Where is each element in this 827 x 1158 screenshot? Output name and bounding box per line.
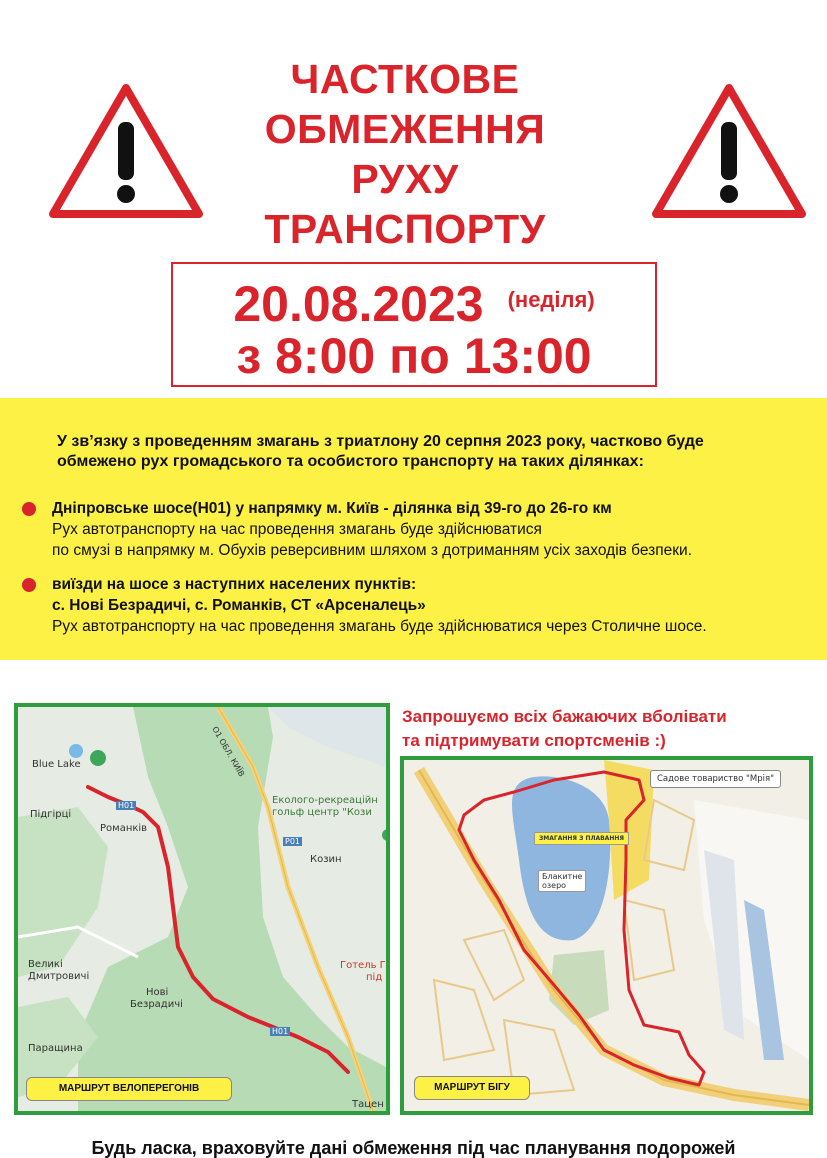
map-label: Романків <box>100 823 148 834</box>
map-label <box>538 870 586 892</box>
run-route-map <box>400 756 813 1115</box>
map-label: Готель Г <box>340 960 386 971</box>
support-line: Запрошуємо всіх бажаючих вболівати <box>402 707 727 726</box>
notice-intro <box>57 432 817 472</box>
lake-label: озеро <box>542 881 567 890</box>
event-weekday: (неділя) <box>507 287 595 312</box>
map-label: Козин <box>310 854 342 865</box>
restriction-text: Рух автотранспорту на час проведення змагань буде здійснюватися <box>52 521 542 538</box>
restriction-item <box>52 498 822 561</box>
page-title <box>200 54 610 254</box>
map-label: Еколого-рекреаційн <box>272 795 378 806</box>
road-sign: Н01 <box>118 801 135 810</box>
support-line: та підтримувати спортсменів :) <box>402 731 666 750</box>
map-label: під <box>366 972 383 983</box>
intro-line: У зв’язку з проведенням змагань з триатлону 20 серпня 2023 року, частково буде <box>57 433 704 450</box>
map-label: Підгірці <box>30 809 72 820</box>
map-label: О1 ОБЛ. КИЇВ <box>210 725 247 779</box>
title-line: РУХУ <box>351 156 459 202</box>
map-label: Тацен <box>352 1099 384 1110</box>
restriction-title: виїзди на шосе з наступних населених пунктів: <box>52 576 417 593</box>
footer-note: Будь ласка, враховуйте дані обмеження під час планування подорожей <box>91 1138 736 1158</box>
map-label: Безрадичі <box>130 999 183 1010</box>
title-line: ОБМЕЖЕННЯ <box>264 106 546 152</box>
intro-line: обмежено рух громадського та особистого транспорту на таких ділянках: <box>57 453 644 470</box>
map-label: Паращина <box>28 1043 83 1054</box>
map-label: Великі <box>28 959 63 970</box>
run-map-graphic <box>404 760 809 1111</box>
map-label: ЗМАГАННЯ З ПЛАВАННЯ <box>534 832 629 845</box>
road-sign: Н01 <box>272 1027 289 1036</box>
bullet-icon <box>22 502 36 516</box>
map-label: Садове товариство "Мрія" <box>650 770 781 788</box>
lake-label: Блакитне <box>542 872 583 881</box>
event-date: 20.08.2023 <box>233 276 484 332</box>
restriction-text: Рух автотранспорту на час проведення змагань буде здійснюватися через Столичне шосе. <box>52 618 707 635</box>
run-route-label: МАРШРУТ БІГУ <box>414 1076 530 1100</box>
map-label: Нові <box>146 987 169 998</box>
bike-route-map <box>14 703 390 1115</box>
map-label: Дмитровичі <box>28 971 90 982</box>
restriction-text: по смузі в напрямку м. Обухів реверсивним шляхом з дотриманням усіх заходів безпеки. <box>52 542 693 559</box>
map-label: Blue Lake <box>32 759 81 770</box>
restriction-places: с. Нові Безрадичі, с. Романків, СТ «Арсеналець» <box>52 597 426 614</box>
road-sign: Р01 <box>285 837 301 846</box>
restriction-item <box>52 574 822 637</box>
bike-route-label: МАРШРУТ ВЕЛОПЕРЕГОНІВ <box>26 1077 232 1101</box>
date-line <box>173 270 655 334</box>
map-label: гольф центр "Кози <box>272 807 372 818</box>
restriction-title: Дніпровське шосе(Н01) у напрямку м. Київ - ділянка від 39-го до 26-го км <box>52 500 612 517</box>
event-time: з 8:00 по 13:00 <box>236 328 592 384</box>
warning-triangle-icon <box>650 80 808 220</box>
warning-triangle-icon <box>47 80 205 220</box>
bullet-icon <box>22 578 36 592</box>
support-message <box>402 705 822 753</box>
notice-panel <box>0 398 827 660</box>
title-line: ЧАСТКОВЕ <box>290 56 520 102</box>
title-line: ТРАНСПОРТУ <box>264 206 546 252</box>
date-time-box <box>171 262 657 387</box>
